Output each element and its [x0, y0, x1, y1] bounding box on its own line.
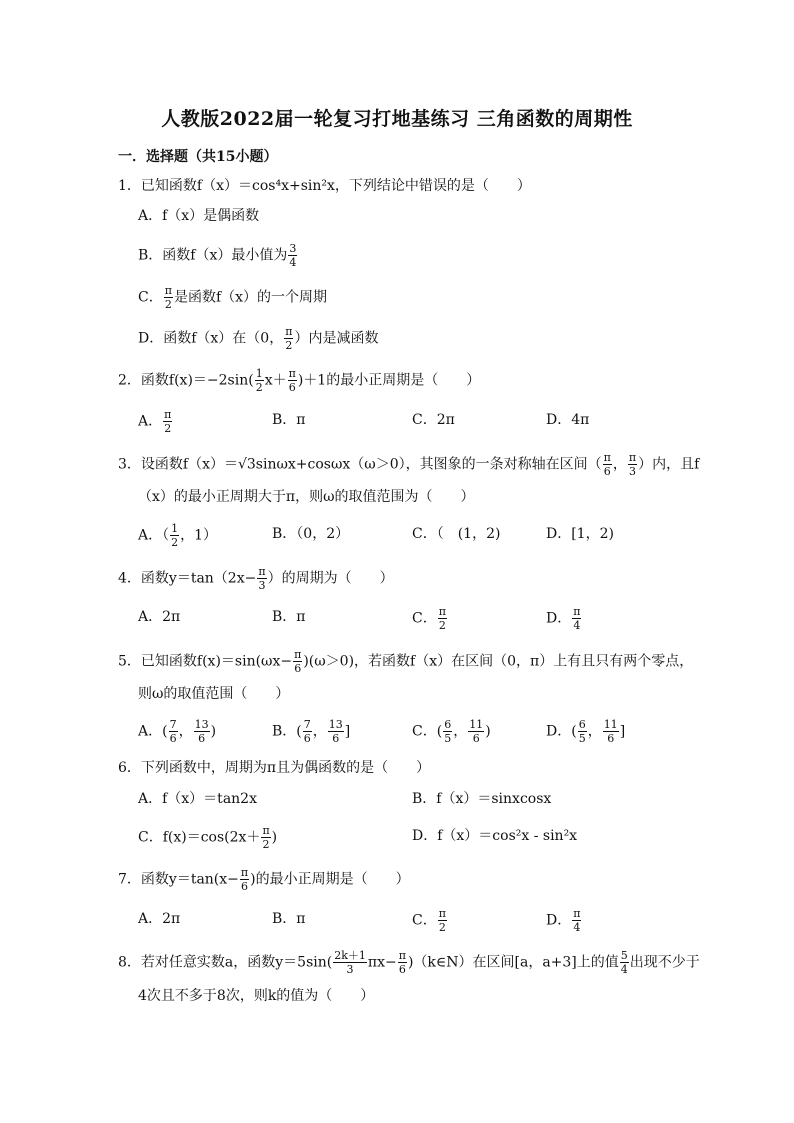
q5-stem-lead: 5．已知函数f(x)＝sin(ωx−: [118, 653, 293, 670]
denominator: 6: [332, 732, 340, 745]
q6-option-d: D．f（x）＝cos²x - sin²x: [412, 828, 578, 844]
q5-c-open: C．(: [412, 723, 443, 740]
q3-option-d: D．[1，2): [546, 526, 614, 542]
q7-c-fraction: [438, 907, 447, 934]
q1-b-fraction: [288, 242, 297, 269]
q3-a-text-end: ，1）: [180, 527, 218, 544]
q6-c-text: C．f(x)＝cos(2x＋: [138, 829, 261, 846]
q6-option-b: B．f（x）＝sinxcosx: [412, 791, 552, 807]
q4-option-c: [412, 605, 448, 632]
numerator: π: [285, 325, 293, 338]
question-8-stem: [118, 949, 700, 976]
page-title: 人教版2022届一轮复习打地基练习 三角函数的周期性: [161, 108, 633, 130]
q2-option-b: B．π: [272, 412, 306, 428]
q7-option-a: A．2π: [138, 911, 181, 927]
q3-a-fraction: [170, 522, 179, 549]
question-3-stem: [118, 451, 699, 478]
numerator: π: [288, 367, 296, 380]
numerator: 7: [169, 718, 177, 731]
q5-option-a: [138, 718, 216, 745]
q7-stem-lead: 7．函数y＝tan(x−: [118, 871, 239, 888]
question-6-stem: 6．下列函数中，周期为π且为偶函数的是（ ）: [118, 760, 431, 776]
numerator: 6: [444, 718, 452, 731]
q1-c-label: C．: [138, 289, 163, 306]
q5-fraction: [293, 648, 302, 675]
numerator: π: [438, 907, 446, 920]
q5-b-fraction-2: [328, 718, 344, 745]
denominator: 6: [398, 963, 406, 976]
numerator: π: [438, 605, 446, 618]
denominator: 3: [628, 465, 636, 478]
denominator: 4: [289, 256, 297, 269]
q8-stem-mid-2: )（k∈N）在区间[a，a+3]上的值: [407, 954, 619, 971]
q2-option-d: D．4π: [546, 412, 590, 428]
q5-stem-end: )(ω＞0)，若函数f（x）在区间（0，π）上有且只有两个零点，: [303, 653, 694, 670]
numerator: π: [573, 907, 581, 920]
numerator: 13: [194, 718, 209, 731]
q6-c-close: ): [271, 829, 278, 846]
q4-fraction: [257, 565, 266, 592]
q2-fraction-1: [255, 367, 264, 394]
q2-fraction-2: [288, 367, 297, 394]
q6-c-fraction: [261, 824, 270, 851]
numerator: 6: [578, 718, 586, 731]
q5-d-open: D．(: [546, 723, 577, 740]
numerator: π: [258, 565, 266, 578]
q1-option-d: [138, 325, 378, 352]
numerator: 11: [603, 718, 618, 731]
q2-stem-end: )＋1的最小正周期是（ ）: [297, 372, 481, 389]
q1-option-b: [138, 242, 298, 269]
numerator: 1: [255, 367, 263, 380]
question-2-stem: [118, 367, 480, 394]
q3-option-a: [138, 522, 217, 549]
denominator: 6: [294, 662, 302, 675]
q3-fraction-2: [628, 451, 637, 478]
q1-stem-lead: 1．已知函数: [118, 178, 197, 194]
q4-option-d: [546, 605, 582, 632]
q1-option-a: A．f（x）是偶函数: [138, 208, 260, 224]
denominator: 3: [346, 963, 354, 976]
denominator: 2: [438, 619, 446, 632]
q6-option-a: A．f（x）＝tan2x: [138, 791, 257, 807]
q3-option-b: B．（0，2）: [272, 526, 350, 542]
denominator: 2: [262, 838, 270, 851]
q5-c-fraction-1: [443, 718, 452, 745]
q5-b-fraction-1: [303, 718, 312, 745]
q1-c-text: 是函数f（x）的一个周期: [173, 289, 328, 306]
q7-fraction: [240, 866, 249, 893]
q5-stem-line-2: 则ω的取值范围（ ）: [138, 686, 290, 702]
q4-c-fraction: [438, 605, 447, 632]
q7-stem-end: )的最小正周期是（ ）: [250, 871, 410, 888]
q4-stem-lead: 4．函数y＝tan（2x−: [118, 570, 257, 587]
q2-stem-lead: 2．函数f(x)＝−2sin(: [118, 372, 254, 389]
q3-stem-line-2: （x）的最小正周期大于π，则ω的取值范围为（ ）: [138, 489, 475, 505]
q1-c-fraction: [164, 284, 173, 311]
denominator: 6: [472, 732, 480, 745]
numerator: 13: [328, 718, 343, 731]
q5-a-close: ): [210, 723, 217, 740]
question-5-stem: [118, 648, 693, 675]
numerator: π: [240, 866, 249, 879]
denominator: 2: [285, 339, 293, 352]
numerator: π: [603, 451, 611, 464]
q5-a-comma: ，: [178, 723, 193, 740]
denominator: 2: [164, 422, 172, 435]
q1-d-fraction: [284, 325, 293, 352]
question-4-stem: [118, 565, 394, 592]
numerator: 3: [289, 242, 297, 255]
q3-separator: ，: [612, 456, 627, 473]
question-7-stem: [118, 866, 410, 893]
q5-option-d: [546, 718, 625, 745]
denominator: 4: [573, 619, 581, 632]
denominator: 6: [607, 732, 615, 745]
q5-d-comma: ，: [587, 723, 602, 740]
denominator: 6: [303, 732, 311, 745]
question-1-stem: [118, 176, 531, 196]
denominator: 6: [169, 732, 177, 745]
numerator: π: [628, 451, 637, 464]
q2-option-c: C．2π: [412, 412, 455, 428]
q1-option-c: [138, 284, 327, 311]
q8-fraction-2: [398, 949, 407, 976]
q7-option-c: [412, 907, 448, 934]
q5-c-comma: ，: [453, 723, 468, 740]
denominator: 4: [573, 921, 581, 934]
numerator: 5: [620, 949, 628, 962]
q5-a-open: A．(: [138, 723, 168, 740]
q5-b-comma: ，: [312, 723, 327, 740]
q5-d-close: ]: [619, 723, 626, 740]
q5-b-close: ]: [344, 723, 351, 740]
q3-fraction-1: [603, 451, 612, 478]
q5-c-close: ): [485, 723, 491, 740]
numerator: 7: [303, 718, 311, 731]
q3-option-c: C．（ (1，2): [412, 526, 501, 542]
q1-b-text: B．函数f（x）最小值为: [138, 247, 288, 264]
section-heading: 一．选择题（共15小题）: [118, 149, 278, 165]
numerator: 2k＋1: [334, 949, 366, 962]
denominator: 6: [288, 381, 296, 394]
numerator: π: [294, 648, 302, 661]
q6-option-c: [138, 824, 277, 851]
denominator: 2: [255, 381, 263, 394]
denominator: 4: [620, 963, 628, 976]
numerator: 11: [469, 718, 484, 731]
q4-stem-end: ）的周期为（ ）: [267, 570, 394, 587]
q5-option-b: [272, 718, 350, 745]
denominator: 6: [198, 732, 206, 745]
q7-option-d: [546, 907, 582, 934]
q2-option-a: [138, 408, 173, 435]
q7-option-b: B．π: [272, 911, 306, 927]
numerator: π: [573, 605, 581, 618]
q5-option-c: [412, 718, 491, 745]
q4-option-a: A．2π: [138, 609, 181, 625]
q1-d-text-end: ）内是减函数: [294, 330, 379, 347]
denominator: 5: [578, 732, 586, 745]
q7-d-fraction: [572, 907, 581, 934]
denominator: 2: [171, 536, 179, 549]
q8-stem-lead: 8．若对任意实数a，函数y＝5sin(: [118, 954, 333, 971]
denominator: 5: [444, 732, 452, 745]
q5-a-fraction-2: [194, 718, 210, 745]
q3-a-text: A．（: [138, 527, 170, 544]
numerator: 1: [171, 522, 179, 535]
q8-fraction-3: [620, 949, 629, 976]
q4-d-label: D．: [546, 610, 572, 627]
q1-d-text: D．函数f（x）在（0，: [138, 330, 284, 347]
numerator: π: [164, 284, 172, 297]
q2-a-label: A．: [138, 413, 163, 430]
q3-stem-end: ）内，且f: [638, 456, 700, 473]
q7-d-label: D．: [546, 912, 572, 929]
q5-c-fraction-2: [468, 718, 484, 745]
q8-stem-end: 出现不少于: [629, 954, 700, 971]
denominator: 6: [603, 465, 611, 478]
denominator: 2: [438, 921, 446, 934]
numerator: π: [398, 949, 406, 962]
q4-c-label: C．: [412, 610, 437, 627]
numerator: π: [164, 408, 172, 421]
q8-stem-line-2: 4次且不多于8次，则k的值为（ ）: [138, 988, 375, 1004]
q1-stem-formula: f（x）＝cos⁴x+sin²x，下列结论中错误的是（ ）: [196, 178, 531, 194]
numerator: π: [262, 824, 270, 837]
q4-d-fraction: [572, 605, 581, 632]
q2-a-fraction: [163, 408, 172, 435]
q3-stem-lead: 3．设函数f（x）＝√3sinωx+cosωx（ω＞0），其图象的一条对称轴在区间（: [118, 456, 602, 473]
q8-stem-mid: πx−: [367, 954, 397, 971]
q5-d-fraction-1: [578, 718, 587, 745]
q4-option-b: B．π: [272, 609, 306, 625]
denominator: 6: [241, 880, 249, 893]
q7-c-label: C．: [412, 912, 437, 929]
denominator: 3: [258, 579, 266, 592]
q2-stem-mid: x＋: [264, 372, 287, 389]
q5-d-fraction-2: [603, 718, 619, 745]
q5-b-open: B．(: [272, 723, 302, 740]
q5-a-fraction-1: [169, 718, 178, 745]
q8-fraction-1: [333, 949, 367, 976]
denominator: 2: [164, 298, 172, 311]
